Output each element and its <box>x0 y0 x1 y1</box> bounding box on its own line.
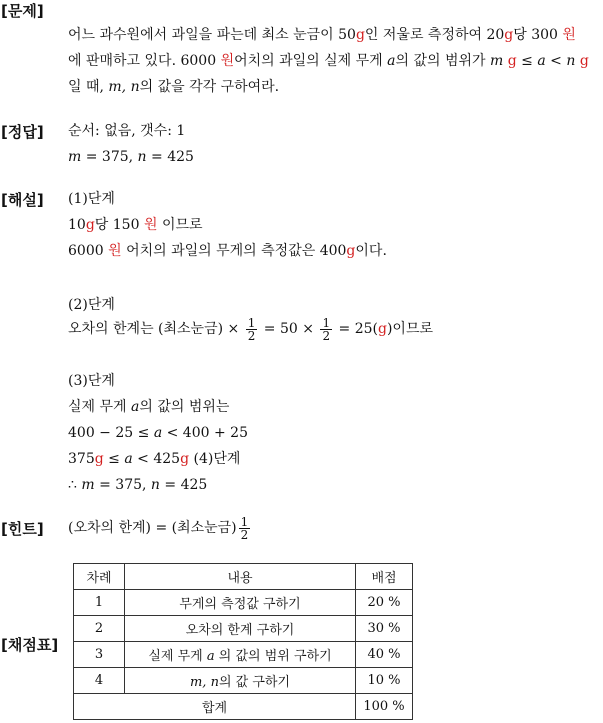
problem-line-2: 에 판매하고 있다. 6000 원어치의 과일의 실제 무게 a의 값의 범위가 m g ≤ a < n g <box>68 53 589 69</box>
row-points: 40 % <box>356 642 413 668</box>
step-2-line: 오차의 한계는 (최소눈금) × $\frac{1}{2}$ = 50 × $\frac{1}{2}$ = 25(g)이므로 <box>68 315 434 343</box>
total-label: 합계 <box>74 694 356 720</box>
header-order: 차례 <box>74 564 125 590</box>
answer-order: 순서: 없음, 갯수: 1 <box>68 123 186 139</box>
problem-line-3: 일 때, m, n의 값을 각각 구하여라. <box>68 79 280 95</box>
row-points: 10 % <box>356 668 413 694</box>
table-header-row <box>74 564 413 590</box>
row-content: 오차의 한계 구하기 <box>125 616 356 642</box>
fraction-half: $\frac{1}{2}$ <box>322 315 331 343</box>
grading-table <box>73 563 413 720</box>
step-3-line-a: 실제 무게 a의 값의 범위는 <box>68 399 230 415</box>
row-points: 30 % <box>356 616 413 642</box>
answer-label: [정답] <box>1 123 44 141</box>
step-1-line-a: 10g당 150 원 이므로 <box>68 217 203 233</box>
table-row <box>74 590 413 616</box>
total-points: 100 % <box>356 694 413 720</box>
row-content: 실제 무게 a 의 값의 범위 구하기 <box>125 642 356 668</box>
fraction-half: $\frac{1}{2}$ <box>240 514 249 542</box>
table-total-row <box>74 694 413 720</box>
table-row <box>74 642 413 668</box>
hint-label: [힌트] <box>1 520 44 538</box>
row-order: 1 <box>74 590 125 616</box>
step-1-title: (1)단계 <box>68 191 115 207</box>
step-2-title: (2)단계 <box>68 297 115 313</box>
step-3-line-c: 375g ≤ a < 425g (4)단계 <box>68 451 241 467</box>
table-row <box>74 668 413 694</box>
header-content: 내용 <box>125 564 356 590</box>
hint-text: (오차의 한계) = (최소눈금) $\frac{1}{2}$ <box>68 514 249 542</box>
row-content: m, n의 값 구하기 <box>125 668 356 694</box>
step-3-title: (3)단계 <box>68 373 115 389</box>
row-order: 3 <box>74 642 125 668</box>
answer-values: m = 375, n = 425 <box>68 149 194 165</box>
row-points: 20 % <box>356 590 413 616</box>
table-row <box>74 616 413 642</box>
fraction-half: $\frac{1}{2}$ <box>247 315 256 343</box>
problem-label: [문제] <box>1 2 44 20</box>
grading-label: [채점표] <box>1 636 59 654</box>
row-order: 2 <box>74 616 125 642</box>
solution-label: [해설] <box>1 191 44 209</box>
step-3-line-b: 400 − 25 ≤ a < 400 + 25 <box>68 425 248 441</box>
header-points: 배점 <box>356 564 413 590</box>
step-1-line-b: 6000 원 어치의 과일의 무게의 측정값은 400g이다. <box>68 243 387 259</box>
step-4-result: ∴ m = 375, n = 425 <box>68 477 208 493</box>
problem-line-1: 어느 과수원에서 과일을 파는데 최소 눈금이 50g인 저울로 측정하여 20g당 300 원 <box>68 27 576 43</box>
row-content: 무게의 측정값 구하기 <box>125 590 356 616</box>
row-order: 4 <box>74 668 125 694</box>
